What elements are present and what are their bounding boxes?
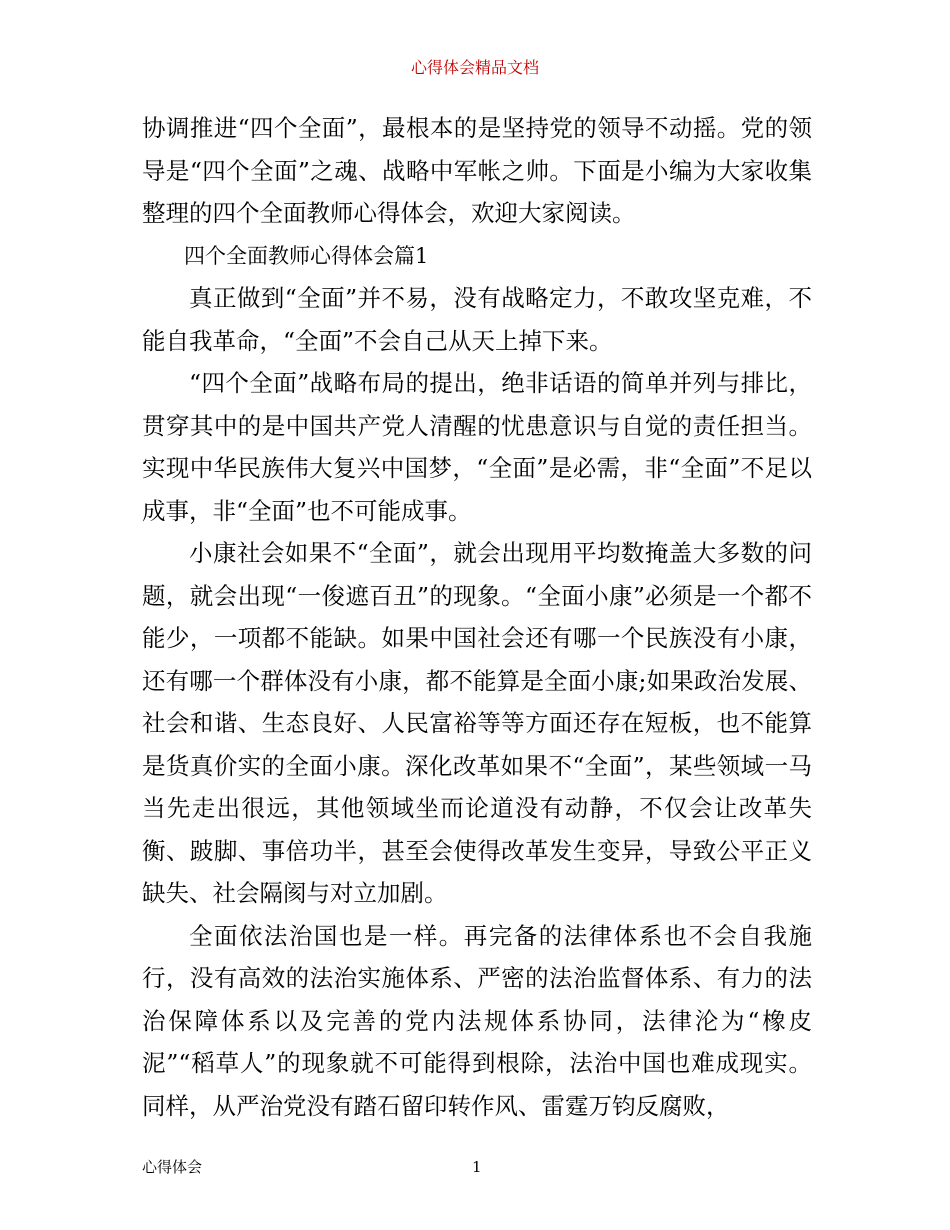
document-body xyxy=(142,107,812,1127)
section-heading: 四个全面教师心得体会篇1 xyxy=(184,243,429,268)
intro-paragraph: 协调推进“四个全面”，最根本的是坚持党的领导不动摇。党的领导是“四个全面”之魂、战略中军帐之帅。下面是小编为大家收集整理的四个全面教师心得体会，欢迎大家阅读。 xyxy=(142,114,812,227)
page-number: 1 xyxy=(472,1158,482,1176)
page-header: 心得体会精品文档 xyxy=(410,58,539,77)
body-paragraph: 真正做到“全面”并不易，没有战略定力，不敢攻坚克难，不能自我革命，“全面”不会自己从天上掉下来。 xyxy=(142,284,812,355)
body-paragraph: 全面依法治国也是一样。再完备的法律体系也不会自我施行，没有高效的法治实施体系、严密的法治监督体系、有力的法治保障体系以及完善的党内法规体系协同，法律沦为“橡皮泥”“稻草人”的现象就不可能得到根除，法治中国也难成现实。同样，从严治党没有踏石留印转作风、雷霆万钧反腐败， xyxy=(142,921,812,1120)
page-footer xyxy=(142,1157,812,1177)
footer-label: 心得体会 xyxy=(142,1158,203,1176)
body-paragraph: “四个全面”战略布局的提出，绝非话语的简单并列与排比，贯穿其中的是中国共产党人清醒的忧患意识与自觉的责任担当。实现中华民族伟大复兴中国梦，“全面”是必需，非“全面”不足以成事，非“全面”也不可能成事。 xyxy=(142,369,812,525)
body-paragraph: 小康社会如果不“全面”，就会出现用平均数掩盖大多数的问题，就会出现“一俊遮百丑”的现象。“全面小康”必须是一个都不能少，一项都不能缺。如果中国社会还有哪一个民族没有小康，还有哪一个群体没有小康，都不能算是全面小康;如果政治发展、社会和谐、生态良好、人民富裕等等方面还存在短板，也不能算是货真价实的全面小康。深化改革如果不“全面”，某些领域一马当先走出很远，其他领域坐而论道没有动静，不仅会让改革失衡、跛脚、事倍功半，甚至会使得改革发生变异，导致公平正义缺失、社会隔阂与对立加剧。 xyxy=(142,539,812,907)
